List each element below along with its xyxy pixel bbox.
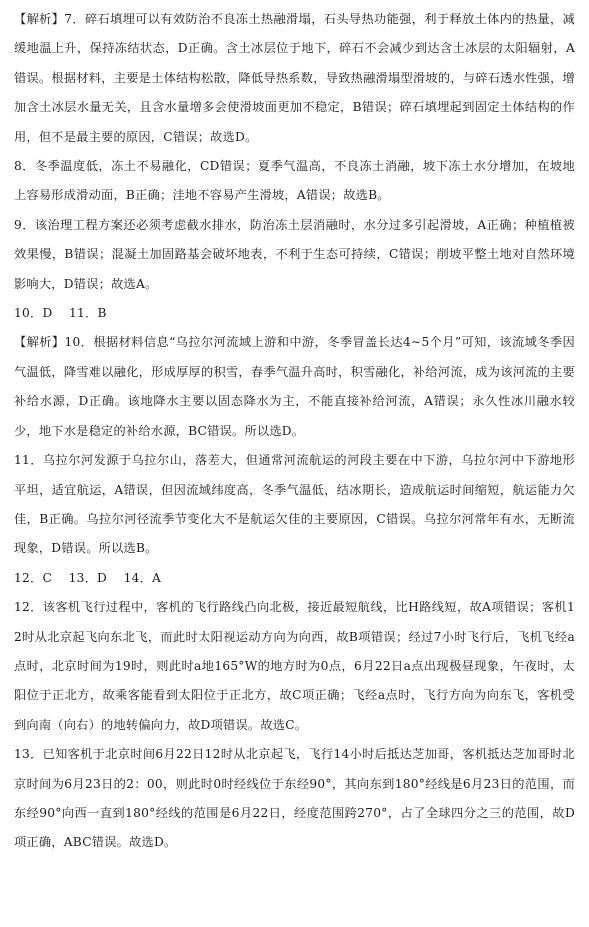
answer-explanation-9: 9．该治理工程方案还必须考虑截水排水，防治冻土层消融时，水分过多引起滑坡，A正确；种植植被效果慢，B错误；混凝土加固路基会破坏地表，不利于生态可持续，C错误；削坡平整土地对自然环境影响大，D错误；故选A。: [14, 217, 575, 291]
answer-key-12-14: 12．C 13．D 14．A: [14, 570, 162, 585]
answer-explanation-8: 8．冬季温度低，冻土不易融化，CD错误；夏季气温高，不良冻土消融，坡下冻土水分增加，在坡地上容易形成滑动面，B正确；洼地不容易产生滑坡，A错误；故选B。: [14, 159, 575, 203]
answer-explanation-10: 【解析】10．根据材料信息“乌拉尔河流域上游和中游，冬季冒盖长达4∼5个月”可知，该流域冬季因气温低，降雪难以融化，形成厚厚的积雪，春季气温升高时，积雪融化，补给河流，成为该河流的主要补给水源，D正确。该地降水主要以固态降水为主，不能直接补给河流，A错误；永久性冰川融水较少，地下水是稳定的补给水源，BC错误。所以选D。: [14, 335, 575, 438]
answer-key-10-11: 10．D 11．B: [14, 306, 107, 321]
answer-explanation-7: 【解析】7．碎石填埋可以有效防治不良冻土热融滑塌，石头导热功能强，利于释放土体内的热量，减缓地温上升，保持冻结状态，D正确。含土冰层位于地下，碎石不会减少到达含土冰层的太阳辐射，A错误。根据材料，主要是土体结构松散，降低导热系数，导致热融滑塌型滑坡的，与碎石透水性强，增加含土冰层水量无关，且含水量增多会使滑坡面更加不稳定，B错误；碎石填埋起到固定土体结构的作用，但不是最主要的原因，C错误；故选D。: [14, 12, 575, 144]
answer-explanation-12: 12．该客机飞行过程中，客机的飞行路线凸向北极，接近最短航线，比H路线短，故A项错误；客机12时从北京起飞向东北飞，而此时太阳视运动方向为向西，故B项错误；经过7小时飞行后，飞机飞经a点时，北京时间为19时，则此时a地165°W的地方时为0点，6月22日a点出现极昼现象，午夜时，太阳位于正北方，故乘客能看到太阳位于正北方，故C项正确；飞经a点时，飞行方向为向东飞，客机受到向南（向右）的地转偏向力，故D项错误。故选C。: [14, 600, 575, 732]
answer-explanation-11: 11．乌拉尔河发源于乌拉尔山，落差大，但通常河流航运的河段主要在中下游，乌拉尔河中下游地形平坦，适宜航运，A错误，但因流域纬度高，冬季气温低，结冰期长，造成航运时间缩短，航运能力欠佳，B正确。乌拉尔河径流季节变化大不是航运欠佳的主要原因，C错误。乌拉尔河常年有水，无断流现象，D错误。所以选B。: [14, 453, 575, 556]
answer-explanation-13: 13．已知客机于北京时间6月22日12时从北京起飞，飞行14小时后抵达芝加哥，客机抵达芝加哥时北京时间为6月23日的2：00，则此时0时经线位于东经90°，其向东到180°经线是6月23日的范围，而东经90°向西一直到180°经线的范围是6月22日，经度范围跨270°，占了全球四分之三的范围，故D项正确，ABC错误。故选D。: [14, 747, 575, 850]
